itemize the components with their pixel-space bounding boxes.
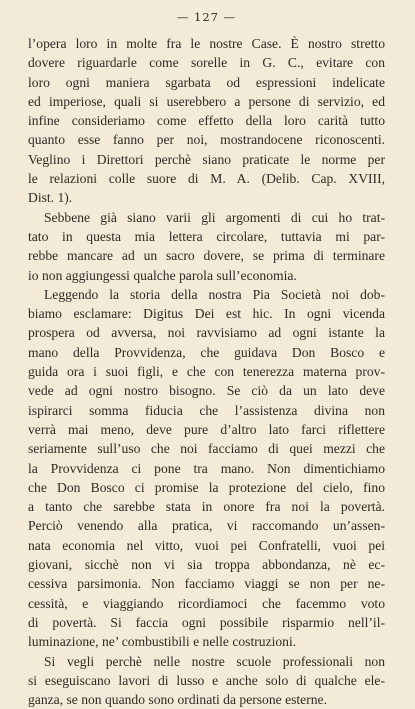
text-line: Dist. 1). [28, 188, 385, 207]
text-line: loro ogni maniera sgarbata od espressioni indelicate [28, 73, 385, 92]
page-number: — 127 — [28, 10, 385, 26]
text-line: l’opera loro in molte fra le nostre Case. È nostro stretto [28, 34, 385, 53]
text-line: verrà mai meno, deve pure d’altro lato farci riflettere [28, 420, 385, 439]
paragraph [28, 34, 385, 208]
text-line: dovere riguardarle come sorelle in G. C., evitare con [28, 53, 385, 72]
text-line: Veglino i Direttori perchè siano praticate le norme per [28, 150, 385, 169]
text-line: a tanto che sarebbe stata in onore fra noi la povertà. [28, 497, 385, 516]
text-line: rebbe mancare ad un sacro dovere, se prima di terminare [28, 246, 385, 265]
text-line: Leggendo la storia della nostra Pia Società noi dob- [28, 285, 385, 304]
paragraph [28, 652, 385, 709]
text-line: vede ad ogni nostro bisogno. Se ciò da un lato deve [28, 381, 385, 400]
text-line: Perciò venendo alla pratica, vi raccomando un’assen- [28, 516, 385, 535]
text-line: Si vegli perchè nelle nostre scuole professionali non [28, 652, 385, 671]
body-text [28, 34, 385, 709]
text-line: biamo esclamare: Digitus Dei est hic. In ogni vicenda [28, 304, 385, 323]
text-line: giovani, sicchè non vi sia troppa abbondanza, nè ec- [28, 555, 385, 574]
text-line: nata economia nel vitto, vuoi pei Confratelli, vuoi pei [28, 536, 385, 555]
text-line: quanto esse fanno per noi, mostrandocene riconoscenti. [28, 130, 385, 149]
text-line: tato in questa mia lettera circolare, tuttavia mi par- [28, 227, 385, 246]
text-line: ed imperiose, quali si userebbero a persone di servizio, ed [28, 92, 385, 111]
text-line: ispirarci somma fiducia che l’assistenza divina non [28, 401, 385, 420]
text-line: luminazione, ne’ combustibili e nelle costruzioni. [28, 632, 385, 651]
text-line: io non aggiungessi qualche parola sull’economia. [28, 266, 385, 285]
text-line: si eseguiscano lavori di lusso e anche solo di qualche ele- [28, 671, 385, 690]
text-line: che Don Bosco ci promise la protezione del cielo, fino [28, 478, 385, 497]
paragraph [28, 208, 385, 285]
text-line: seriamente sull’uso che noi facciamo di quei mezzi che [28, 439, 385, 458]
text-line: prospera od avversa, noi ravvisiamo ad ogni istante la [28, 323, 385, 342]
text-line: ganza, se non quando sono ordinati da persone esterne. [28, 690, 385, 709]
text-line: guida ora i suoi figli, e che con tenerezza materna prov- [28, 362, 385, 381]
text-line: mano della Provvidenza, che guidava Don Bosco e [28, 343, 385, 362]
text-line: cessiva parsimonia. Non facciamo viaggi se non per ne- [28, 574, 385, 593]
text-line: cessità, e viaggiando ricordiamoci che facemmo voto [28, 594, 385, 613]
text-line: infine consideriamo come effetto della loro carità tutto [28, 111, 385, 130]
text-line: Sebbene già siano varii gli argomenti di cui ho trat- [28, 208, 385, 227]
text-line: di povertà. Si faccia ogni possibile risparmio nell’il- [28, 613, 385, 632]
paragraph [28, 285, 385, 652]
text-line: le relazioni colle suore di M. A. (Delib. Cap. XVIII, [28, 169, 385, 188]
text-line: la Provvidenza ci pone tra mano. Non dimentichiamo [28, 459, 385, 478]
